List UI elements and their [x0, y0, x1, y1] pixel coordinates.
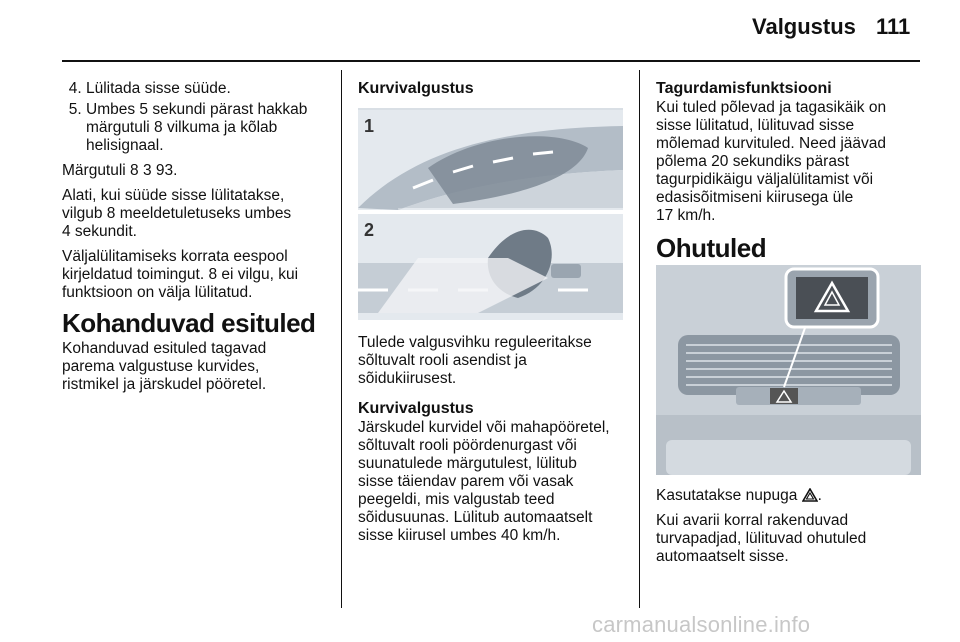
paragraph-airbag-hazard: Kui avarii korral rakenduvad turvapadjad, lülituvad ohutuled automaatselt sisse. [656, 512, 867, 565]
press-text: Kasutatakse nupuga [656, 487, 798, 504]
press-end: . [817, 487, 822, 504]
page-header-title: Valgustus [752, 14, 856, 39]
figure-label-1: 1 [364, 116, 375, 136]
subheading-curve-lighting-top: Kurvivalgustus [358, 80, 474, 97]
paragraph-adaptive-headlights: Kohanduvad esituled tagavad parema valgustuse kurvides, ristmikel ja järskudel pööretel. [62, 340, 267, 393]
subheading-reverse-function: Tagurdamisfunktsiooni [656, 80, 832, 97]
column-divider-1 [341, 70, 342, 608]
column-1 [62, 80, 332, 401]
step-4: 4. Lülitada sisse süüde. [86, 80, 332, 98]
section-heading-hazard-lights: Ohutuled [656, 233, 767, 263]
paragraph-curve-lighting: Järskudel kurvidel või mahapööretel, sõltuvalt rooli pöördenurgast või suunatulede märgutulest, lülitub sisse täiendav parem või vasak peegeldi, mis valgustab teed sõidusuunas. Lülitub automaatselt sisse kiirusel umbes 40 km/h. [358, 419, 610, 544]
section-heading-adaptive-headlights: Kohanduvad esituled [62, 308, 316, 338]
watermark: carmanualsonline.info [592, 612, 811, 637]
column-divider-2 [639, 70, 640, 608]
column-3 [656, 80, 921, 573]
header-rule [62, 60, 920, 62]
column-2 [358, 80, 623, 552]
hazard-button-instruction [656, 487, 921, 505]
hazard-triangle-icon [802, 488, 818, 502]
step-5: 5. Umbes 5 sekundi pärast hakkab märgutuli 8 vilkuma ja kõlab helisignaal. [86, 101, 332, 155]
paragraph-reverse-function: Kui tuled põlevad ja tagasikäik on sisse lülitatud, lülituvad sisse mõlemad kurvituled. Need jäävad põlema 20 sekundiks pärast tagurpidikäigu väljalülitamist või edasisõitmiseni kiirusega üle 17 km/h. [656, 99, 887, 224]
subheading-curve-lighting: Kurvivalgustus [358, 400, 474, 417]
paragraph-reminder: Alati, kui süüde sisse lülitatakse, vilgub 8 meeldetuletuseks umbes 4 sekundit. [62, 187, 292, 240]
figure-caption: Tulede valgusvihku reguleeritakse sõltuvalt rooli asendist ja sõidukiirusest. [358, 334, 592, 387]
figure-label-2: 2 [364, 220, 375, 240]
steps-list [62, 80, 332, 155]
hazard-switch-illustration [656, 265, 921, 475]
paragraph-deactivate: Väljalülitamiseks korrata eespool kirjeldatud toimingut. 8 ei vilgu, kui funktsioon on välja lülitatud. [62, 248, 299, 301]
page-number: 111 [876, 14, 911, 39]
curve-lighting-illustration [358, 108, 623, 320]
indicator-reference: Märgutuli 8 3 93. [62, 162, 178, 179]
